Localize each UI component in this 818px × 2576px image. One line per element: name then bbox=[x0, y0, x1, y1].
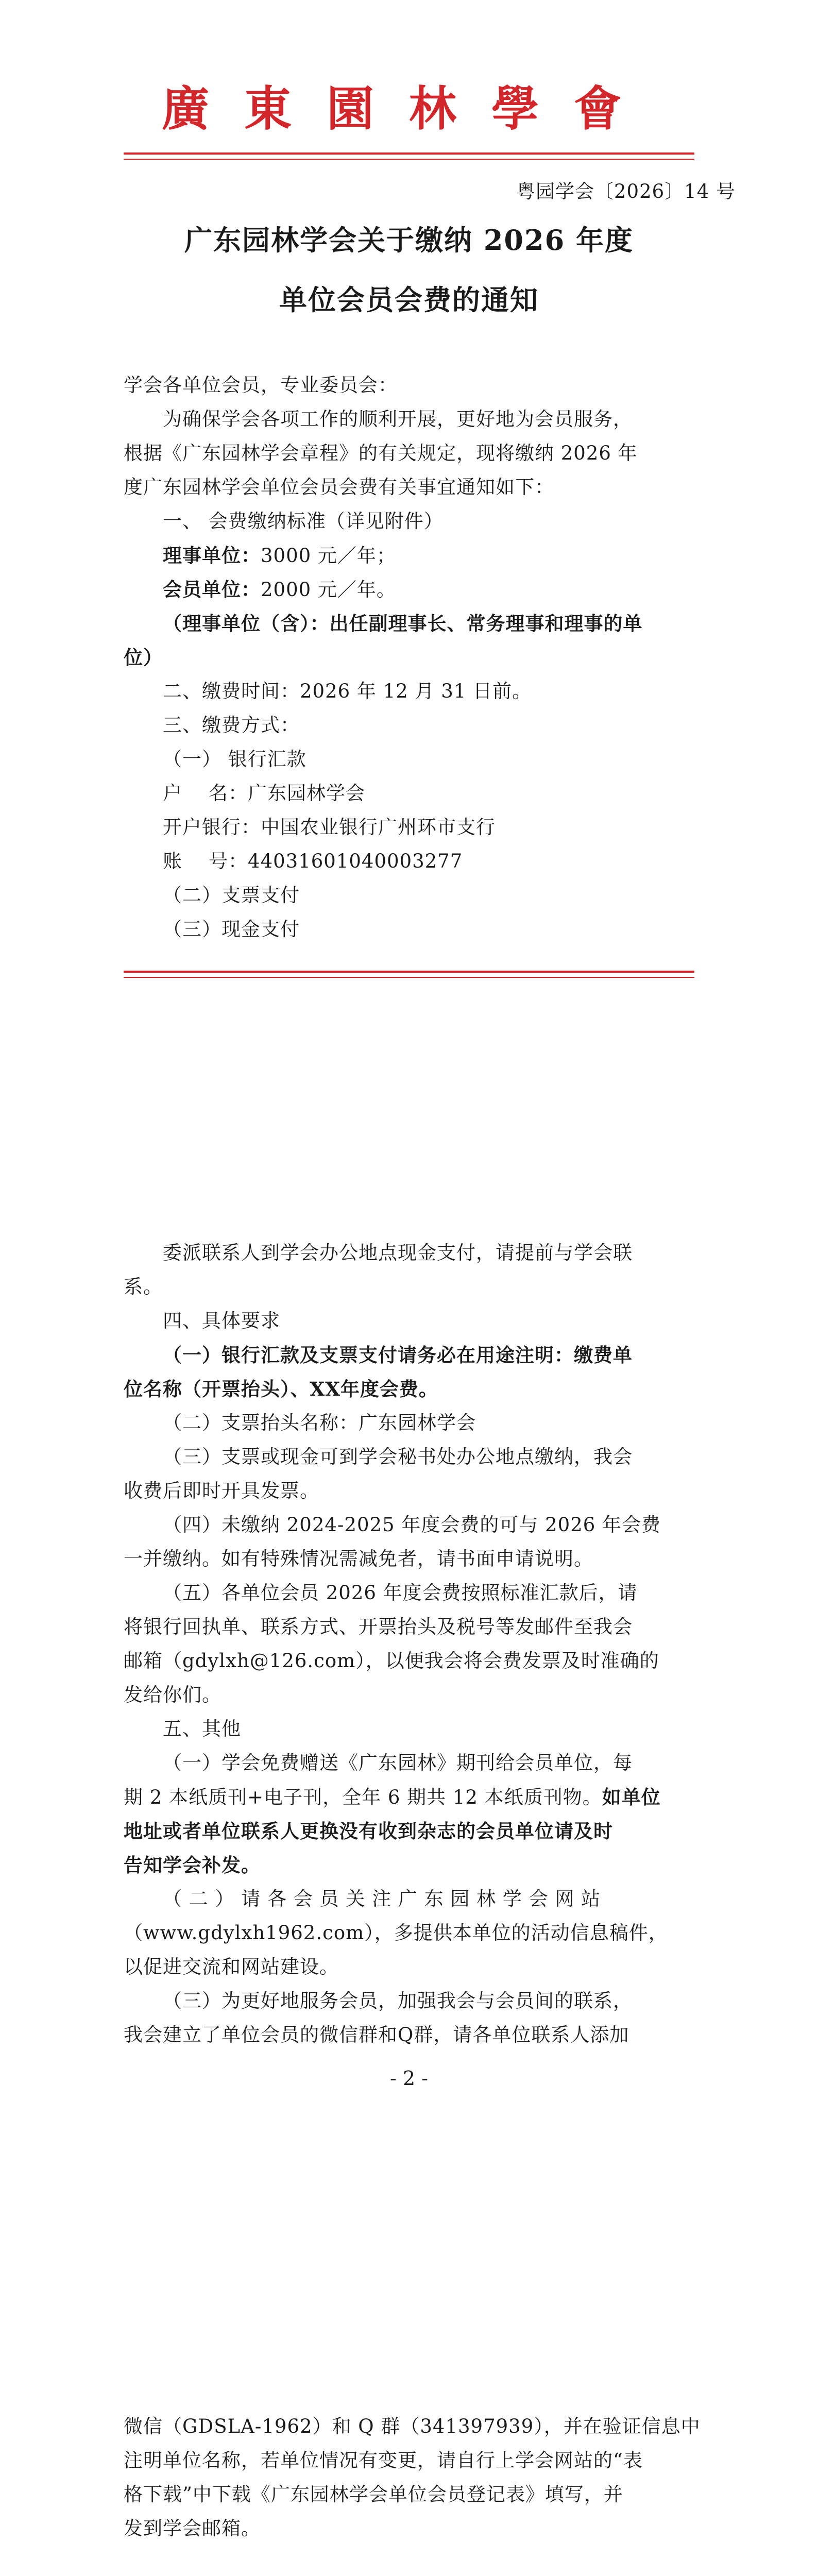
requirement-1: 位名称（开票抬头）、XX年度会费。 bbox=[124, 1378, 438, 1400]
other-2: （ 二 ） 请 各 会 员 关 注 广 东 园 林 学 会 网 站 bbox=[163, 1888, 601, 1910]
other-3: 我会建立了单位会员的微信群和Q群，请各单位联系人添加 bbox=[124, 2024, 629, 2046]
director-fee bbox=[163, 541, 396, 570]
letterhead-title: 廣東園林學會 bbox=[161, 81, 656, 137]
paragraph-line: 系。 bbox=[124, 1276, 163, 1298]
paragraph-line: 微信（GDSLA-1962）和 Q 群（341397939），并在验证信息中 bbox=[124, 2415, 701, 2437]
section-other: 五、其他 bbox=[163, 1718, 241, 1740]
other-1: 地址或者单位联系人更换没有收到杂志的会员单位请及时 bbox=[124, 1820, 613, 1842]
other-1: 告知学会补发。 bbox=[124, 1854, 261, 1876]
letterhead-top-rule bbox=[124, 152, 694, 155]
paragraph-line: 发到学会邮箱。 bbox=[124, 2517, 261, 2539]
page-number: - 2 - bbox=[389, 2067, 428, 2090]
director-note: （理事单位（含）：出任副理事长、常务理事和理事的单 bbox=[163, 612, 643, 635]
requirement-3: （三）支票或现金可到学会秘书处办公地点缴纳，我会 bbox=[163, 1446, 633, 1468]
paragraph-line: 格下载”中下载《广东园林学会单位会员登记表》填写，并 bbox=[124, 2483, 623, 2505]
other-1-text: 期 2 本纸质刊+电子刊，全年 6 期共 12 本纸质刊物。 bbox=[124, 1786, 602, 1808]
requirement-1: （一）银行汇款及支票支付请务必在用途注明：缴费单 bbox=[163, 1344, 633, 1366]
bank-name: 开户银行：中国农业银行广州环市支行 bbox=[163, 816, 496, 838]
other-1 bbox=[124, 1783, 661, 1812]
other-1-bold: 如单位 bbox=[602, 1786, 661, 1808]
letterhead-top-rule-thin bbox=[124, 159, 694, 160]
doc-title-line2: 单位会员会费的通知 bbox=[279, 283, 539, 316]
requirement-4: 一并缴纳。如有特殊情况需减免者，请书面申请说明。 bbox=[124, 1548, 593, 1570]
requirement-5: 将银行回执单、联系方式、开票抬头及税号等发邮件至我会 bbox=[124, 1616, 633, 1638]
section-requirements: 四、具体要求 bbox=[163, 1310, 280, 1332]
paragraph-line: 委派联系人到学会办公地点现金支付，请提前与学会联 bbox=[163, 1242, 633, 1264]
requirement-2: （二）支票抬头名称：广东园林学会 bbox=[163, 1412, 476, 1434]
paragraph-line: 注明单位名称，若单位情况有变更，请自行上学会网站的“表 bbox=[124, 2449, 643, 2471]
section-payment-method: 三、缴费方式： bbox=[163, 714, 300, 736]
other-3: （三）为更好地服务会员，加强我会与会员间的联系， bbox=[163, 1990, 633, 2012]
method-bank: （一） 银行汇款 bbox=[163, 748, 306, 770]
other-2: 以促进交流和网站建设。 bbox=[124, 1956, 339, 1978]
intro-line: 度广东园林学会单位会员会费有关事宜通知如下： bbox=[124, 476, 554, 498]
requirement-5: 邮箱（gdylxh@126.com），以便我会将会费发票及时准确的 bbox=[124, 1650, 659, 1672]
member-label: 会员单位： bbox=[163, 578, 261, 601]
method-cash: （三）现金支付 bbox=[163, 918, 300, 940]
salutation: 学会各单位会员，专业委员会： bbox=[124, 374, 398, 396]
director-value: 3000 元／年； bbox=[261, 545, 396, 567]
footer-rule-thin bbox=[124, 977, 694, 978]
doc-number: 粤园学会〔2026〕14 号 bbox=[516, 180, 736, 202]
requirement-5: （五）各单位会员 2026 年度会费按照标准汇款后，请 bbox=[163, 1582, 638, 1604]
doc-title-line1: 广东园林学会关于缴纳 2026 年度 bbox=[184, 224, 634, 257]
section-deadline: 二、缴费时间：2026 年 12 月 31 日前。 bbox=[163, 680, 532, 702]
requirement-3: 收费后即时开具发票。 bbox=[124, 1480, 319, 1502]
footer-rule bbox=[124, 971, 694, 973]
requirement-4: （四）未缴纳 2024-2025 年度会费的可与 2026 年会费 bbox=[163, 1514, 661, 1536]
requirement-5: 发给你们。 bbox=[124, 1684, 221, 1706]
director-label: 理事单位： bbox=[163, 544, 261, 567]
member-value: 2000 元／年。 bbox=[261, 579, 396, 601]
section-fee-standard: 一、 会费缴纳标准（详见附件） bbox=[163, 510, 444, 532]
account-name: 户 名：广东园林学会 bbox=[163, 782, 366, 804]
director-note: 位） bbox=[124, 646, 163, 669]
intro-line: 为确保学会各项工作的顺利开展，更好地为会员服务， bbox=[163, 408, 633, 430]
other-2: （www.gdylxh1962.com），多提供本单位的活动信息稿件， bbox=[124, 1922, 668, 1944]
intro-line: 根据《广东园林学会章程》的有关规定，现将缴纳 2026 年 bbox=[124, 442, 638, 464]
other-1: （一）学会免费赠送《广东园林》期刊给会员单位，每 bbox=[163, 1752, 633, 1774]
account-number: 账 号：44031601040003277 bbox=[163, 850, 463, 872]
member-fee bbox=[163, 575, 396, 604]
method-cheque: （二）支票支付 bbox=[163, 884, 300, 906]
